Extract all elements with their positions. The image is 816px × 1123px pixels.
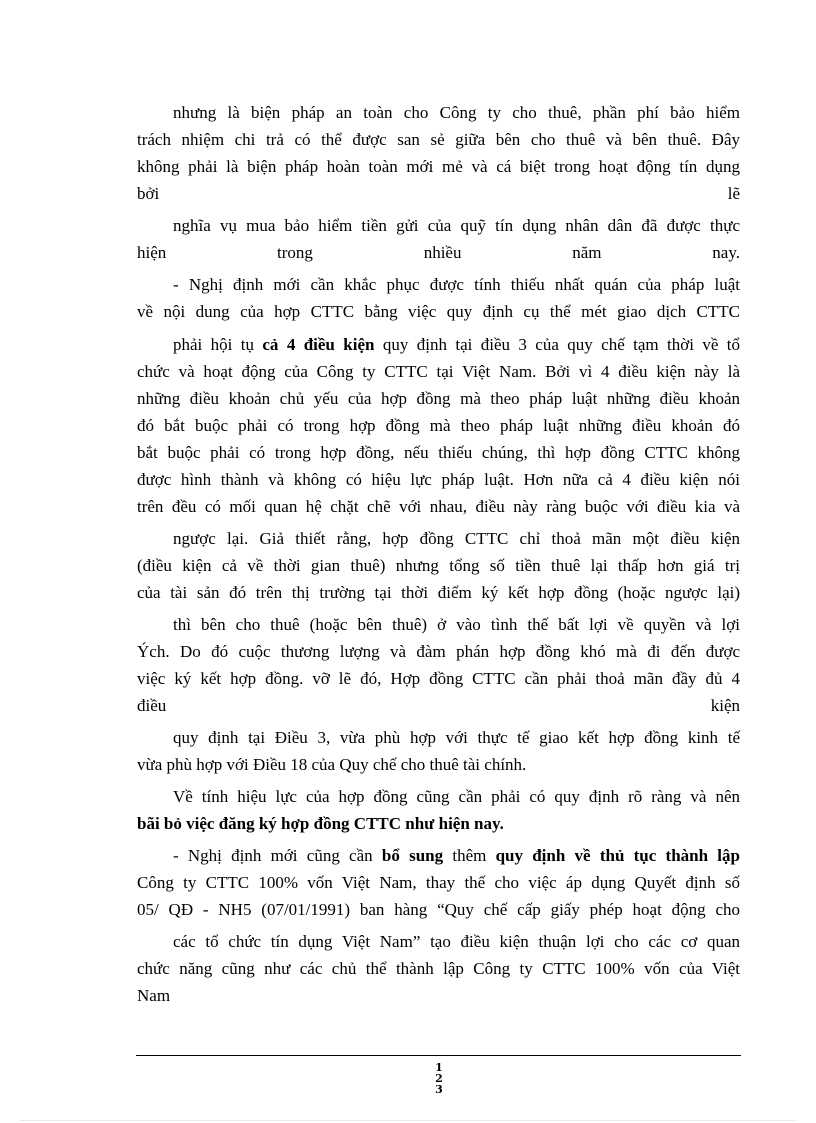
text-line: - Nghị định mới cũng cần bổ sung thêm quy định về thủ tục thành lập [173,846,740,865]
text-line: nhưng là biện pháp an toàn cho Công ty cho thuê, phần phí bảo hiểm [173,103,740,122]
text-line: việc ký kết hợp đồng. vỡ lẽ đó, Hợp đồng CTTC cần phải thoả mãn đầy đủ 4 [137,669,740,688]
text-line: vừa phù hợp với Điều 18 của Quy chế cho thuê tài chính. [137,755,527,774]
text-line: Ých. Do đó cuộc thương lượng và đàm phán hợp đồng khó mà đi đến được [137,642,740,661]
text-line: phải hội tụ cả 4 điều kiện quy định tại điều 3 của quy chế tạm thời về tổ [173,335,740,354]
text-line: điều kiện [137,696,740,715]
text-line: thì bên cho thuê (hoặc bên thuê) ở vào tình thế bất lợi về quyền và lợi [173,615,740,634]
text-line: bắt buộc phải có trong hợp đồng, nếu thiếu chúng, thì hợp đồng CTTC không [137,443,740,462]
text-line: (điều kiện cả về thời gian thuê) nhưng tổng số tiền thuê lại thấp hơn giá trị [137,556,740,575]
text-line: trên đều có mối quan hệ chặt chẽ với nhau, điều này ràng buộc với điều kia và [137,497,740,516]
text-line: về nội dung của hợp CTTC bằng việc quy định cụ thể mét giao dịch CTTC [137,302,740,321]
text-line: 05/ QĐ - NH5 (07/01/1991) ban hàng “Quy chế cấp giấy phép hoạt động cho [137,900,740,919]
text-line: không phải là biện pháp hoàn toàn mới mẻ và cá biệt trong hoạt động tín dụng [137,157,740,176]
footer-rule [136,1055,741,1056]
text-line: các tổ chức tín dụng Việt Nam” tạo điều kiện thuận lợi cho các cơ quan [173,932,740,951]
text-line: trách nhiệm chi trả có thể được san sẻ giữa bên cho thuê và bên thuê. Đây [137,130,740,149]
text-line: - Nghị định mới cần khắc phục được tính thiếu nhất quán của pháp luật [173,275,740,294]
text-line: hiện trong nhiều năm nay. [137,243,740,262]
text-line: của tài sản đó trên thị trường tại thời điểm ký kết hợp đồng (hoặc ngược lại) [137,583,740,602]
text-line: Công ty CTTC 100% vốn Việt Nam, thay thế cho việc áp dụng Quyết định số [137,873,740,892]
text-line: được hình thành và không có hiệu lực pháp luật. Hơn nữa cả 4 điều kiện nói [137,470,740,489]
page-number: 1 2 3 [435,1061,443,1096]
text-line: nghĩa vụ mua bảo hiểm tiền gửi của quỹ tín dụng nhân dân đã được thực [173,216,740,235]
text-line: bãi bỏ việc đăng ký hợp đồng CTTC như hiện nay. [137,814,504,833]
text-line: Nam [137,986,171,1005]
text-line: chức năng cũng như các chủ thể thành lập Công ty CTTC 100% vốn của Việt [137,959,740,978]
text-line: quy định tại Điều 3, vừa phù hợp với thực tế giao kết hợp đồng kinh tế [173,728,740,747]
text-line: bởi lẽ [137,184,740,203]
text-line: những điều khoản chủ yếu của hợp đồng mà theo pháp luật những điều khoản [137,389,740,408]
page-edge-divider [20,1120,796,1121]
text-line: Về tính hiệu lực của hợp đồng cũng cần phải có quy định rõ ràng và nên [173,787,740,806]
text-line: đó bắt buộc phải có trong hợp đồng mà theo pháp luật những điều khoản đó [137,416,740,435]
text-line: chức và hoạt động của Công ty CTTC tại Việt Nam. Bởi vì 4 điều kiện này là [137,362,740,381]
text-line: ngược lại. Giả thiết rằng, hợp đồng CTTC chỉ thoả mãn một điều kiện [173,529,740,548]
